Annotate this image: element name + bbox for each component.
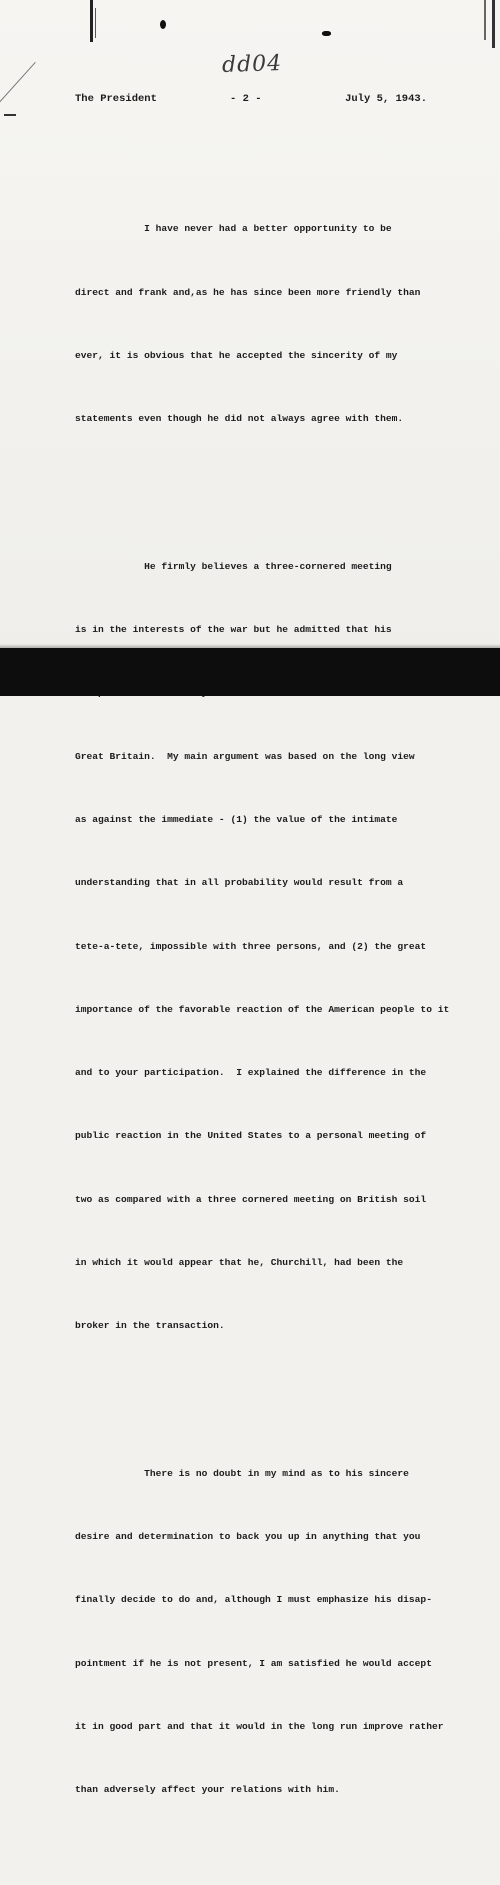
text-line: pointment if he is not present, I am satisfied he would accept [75,1657,432,1669]
scan-margin-mark [4,114,16,116]
text-line: public reaction in the United States to a personal meeting of [75,1130,427,1142]
paragraph-1 [75,176,435,471]
text-line: I have never had a better opportunity to be [75,223,392,235]
text-line: in which it would appear that he, Churchill, had been the [75,1256,404,1268]
scan-edge-line-left [90,0,93,42]
text-line: it in good part and that it would in the long run improve rather [75,1721,444,1733]
text-line: statements even though he did not always agree with them. [75,413,404,425]
scan-blot-top-right [322,31,331,36]
text-line: There is no doubt in my mind as to his sincere [75,1467,409,1479]
scan-diagonal-line [0,62,36,107]
text-line: finally decide to do and, although I must emphasize his disap- [75,1594,432,1606]
text-line: Great Britain. My main argument was based on the long view [75,750,415,762]
scan-bottom-band [0,648,500,696]
text-line: ever, it is obvious that he accepted the sincerity of my [75,349,398,361]
text-line: importance of the favorable reaction of the American people to it [75,1003,450,1015]
paragraph-3 [75,1421,444,1843]
letter-body [75,134,450,1885]
text-line: as against the immediate - (1) the value of the intimate [75,814,398,825]
scan-edge-line-right-2 [492,0,495,48]
text-line: broker in the transaction. [75,1320,225,1332]
text-line: He firmly believes a three-cornered meeting [75,560,392,572]
scan-edge-line-right [484,0,486,40]
handwritten-annotation: dd04 [221,50,283,79]
text-line: than adversely affect your relations with him. [75,1784,340,1796]
recipient-label: The President [75,93,157,105]
text-line: two as compared with a three cornered meeting on British soil [75,1193,427,1205]
page-number: - 2 - [230,93,262,105]
letter-date: July 5, 1943. [345,93,427,105]
scan-edge-line-left-2 [95,8,96,38]
text-line: direct and frank and,as he has since been more friendly than [75,286,421,298]
text-line: tete-a-tete, impossible with three persons, and (2) the great [75,940,427,952]
text-line: and to your participation. I explained the difference in the [75,1067,427,1079]
text-line: understanding that in all probability would result from a [75,877,404,889]
scan-blot-top [160,20,166,29]
text-line: desire and determination to back you up in anything that you [75,1531,421,1543]
text-line: is in the interests of the war but he admitted that his [75,624,392,636]
